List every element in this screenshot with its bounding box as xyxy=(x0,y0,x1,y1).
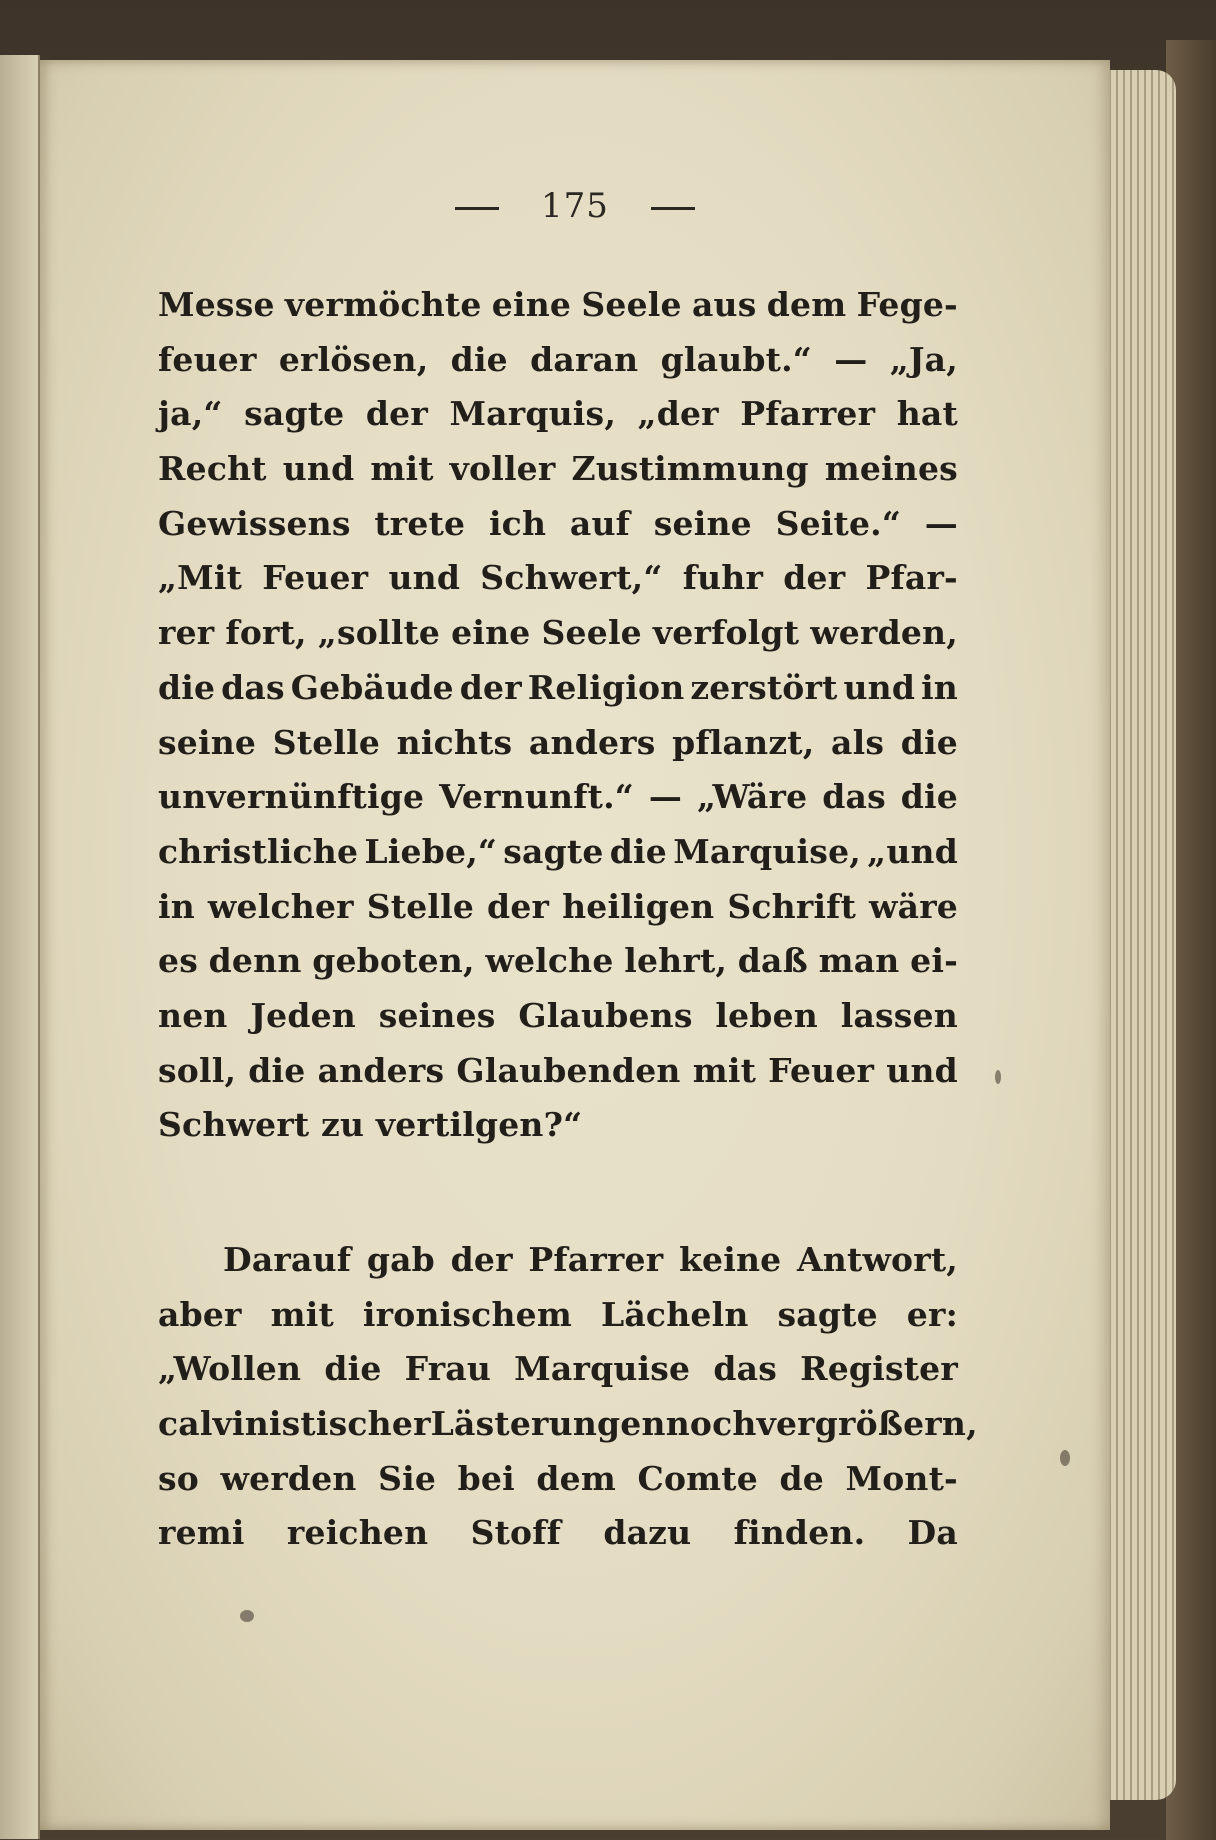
word: der xyxy=(365,394,428,434)
word: Marquise xyxy=(514,1349,691,1389)
word: der xyxy=(487,886,550,926)
word: aus xyxy=(691,285,757,324)
word: Frau xyxy=(404,1349,492,1389)
word: Da xyxy=(907,1513,958,1553)
word: finden. xyxy=(733,1513,866,1553)
word: und xyxy=(282,449,355,489)
word: die xyxy=(900,722,958,762)
word: als xyxy=(831,722,885,762)
page-header xyxy=(40,186,1110,226)
page-number: 175 xyxy=(541,186,609,226)
word: Fege- xyxy=(856,285,958,324)
paper-spot xyxy=(240,1610,254,1622)
word: der xyxy=(783,558,846,598)
word: denn xyxy=(208,941,302,981)
text-line xyxy=(158,825,958,880)
word: Jeden xyxy=(250,995,356,1035)
word: „und xyxy=(867,831,958,871)
word: geboten, xyxy=(312,941,475,981)
word: und xyxy=(388,558,461,598)
word: die xyxy=(248,1050,306,1090)
word: Stelle xyxy=(272,722,381,762)
word: Comte xyxy=(637,1458,758,1498)
word: wäre xyxy=(869,886,958,926)
word: lehrt, xyxy=(624,941,728,981)
paper-spot xyxy=(1060,1450,1070,1466)
word: auf xyxy=(569,503,631,543)
header-dash-right xyxy=(651,207,695,210)
text-line xyxy=(158,387,958,442)
word: Glaubenden xyxy=(456,1050,681,1090)
word: „Wollen xyxy=(158,1349,302,1389)
word: Seele xyxy=(581,285,682,324)
text-line xyxy=(158,770,958,825)
word: Marquise, xyxy=(673,831,861,871)
word: Recht xyxy=(158,449,267,489)
paragraph-2 xyxy=(158,1233,978,1561)
word: zerstört xyxy=(690,667,838,707)
text-line xyxy=(158,551,958,606)
word: Pfar- xyxy=(865,558,958,598)
word: das xyxy=(822,777,886,817)
word: Stoff xyxy=(470,1513,562,1553)
text-line xyxy=(158,278,958,333)
word: Schrift xyxy=(727,886,857,926)
word: gab xyxy=(366,1240,435,1279)
word: in xyxy=(158,886,195,926)
word: Feuer xyxy=(262,558,369,598)
word: Pfarrer xyxy=(528,1240,664,1279)
text-line xyxy=(158,1452,958,1507)
word: sagte xyxy=(244,394,345,434)
word: seine xyxy=(653,503,752,543)
text-line xyxy=(158,989,958,1044)
paper-spot xyxy=(995,1070,1001,1084)
paragraph-1 xyxy=(158,278,958,1153)
word: seines xyxy=(378,995,496,1035)
word: sagte xyxy=(503,831,604,871)
word: Gebäude xyxy=(290,667,454,707)
word: das xyxy=(221,667,285,707)
word: Sie xyxy=(378,1458,437,1498)
book-page xyxy=(40,60,1110,1830)
word: Feuer xyxy=(768,1050,875,1090)
text-line xyxy=(158,333,958,388)
word: — xyxy=(834,339,868,379)
word: Marquis, xyxy=(449,394,617,434)
word: sagte xyxy=(777,1294,878,1334)
word: welche xyxy=(485,941,614,981)
word: Seele xyxy=(541,613,642,653)
word: Darauf xyxy=(223,1240,352,1279)
word: Mont- xyxy=(845,1458,958,1498)
word: welcher xyxy=(207,886,354,926)
word: so xyxy=(158,1458,199,1498)
paragraph-gap xyxy=(158,1153,958,1233)
word: ja,“ xyxy=(158,394,223,434)
word: vermöchte xyxy=(284,285,482,324)
word: lassen xyxy=(840,995,958,1035)
word: mit xyxy=(270,1294,334,1334)
word: anders xyxy=(528,722,656,762)
text-line xyxy=(158,716,958,771)
word: und xyxy=(886,1050,958,1090)
text-line xyxy=(158,880,958,935)
word: Zustimmung xyxy=(571,449,809,489)
word: — xyxy=(648,777,683,817)
word: keine xyxy=(678,1240,782,1279)
word: „der xyxy=(637,394,719,434)
word: leben xyxy=(715,995,818,1035)
word: de xyxy=(779,1458,824,1498)
text-line xyxy=(158,442,958,497)
word: Religion xyxy=(527,667,685,707)
word: anders xyxy=(317,1050,445,1090)
word: trete xyxy=(374,503,466,543)
word: Lächeln xyxy=(600,1294,749,1334)
word: verfolgt xyxy=(652,613,800,653)
facing-page-edge xyxy=(0,55,40,1839)
word: meines xyxy=(824,449,958,489)
word: dazu xyxy=(603,1513,692,1553)
word: nichts xyxy=(396,722,513,762)
word: fuhr xyxy=(682,558,764,598)
word: „sollte xyxy=(317,613,441,653)
word: — xyxy=(924,503,958,543)
word: pflanzt, xyxy=(672,722,815,762)
word: Stelle xyxy=(366,886,475,926)
word: Seite.“ xyxy=(775,503,902,543)
word: die xyxy=(900,777,958,817)
word: das xyxy=(713,1349,777,1389)
word: ironischem xyxy=(362,1294,572,1334)
word: Liebe,“ xyxy=(364,831,498,871)
word: eine xyxy=(491,285,572,324)
word: daß xyxy=(737,941,808,981)
text-line xyxy=(158,497,958,552)
word: Antwort, xyxy=(797,1240,958,1279)
word: es xyxy=(158,941,198,981)
word: eine xyxy=(451,613,531,653)
text-line xyxy=(158,606,958,661)
word: „Wäre xyxy=(696,777,808,817)
word: der xyxy=(450,1240,513,1279)
word: in xyxy=(921,667,958,707)
word: vergrößern, xyxy=(756,1404,978,1444)
text-line xyxy=(158,661,958,716)
header-dash-left xyxy=(455,207,499,210)
word: die xyxy=(609,831,667,871)
word: „Mit xyxy=(158,558,243,598)
word: daran xyxy=(530,339,639,379)
word: Messe xyxy=(158,285,275,324)
word: reichen xyxy=(286,1513,429,1553)
word: Glaubens xyxy=(518,995,693,1035)
word: Pfarrer xyxy=(740,394,876,434)
word: „Ja, xyxy=(889,339,958,379)
word: soll, xyxy=(158,1050,237,1090)
word: calvinistischer xyxy=(158,1404,431,1444)
word: fort, xyxy=(225,613,307,653)
text-line: Schwert zu vertilgen?“ xyxy=(158,1105,583,1145)
text-line xyxy=(158,934,958,989)
word: ich xyxy=(488,503,547,543)
word: dem xyxy=(766,285,847,324)
word: christliche xyxy=(158,831,359,871)
word: Gewissens xyxy=(158,503,351,543)
word: heiligen xyxy=(562,886,715,926)
word: werden, xyxy=(810,613,958,653)
text-line xyxy=(158,1397,978,1452)
text-line xyxy=(158,1342,958,1397)
word: Lästerungen xyxy=(430,1404,666,1444)
word: mit xyxy=(692,1050,757,1090)
word: glaubt.“ xyxy=(660,339,812,379)
word: hat xyxy=(896,394,958,434)
word: Vernunft.“ xyxy=(439,777,634,817)
text-line xyxy=(158,1288,958,1343)
text-line xyxy=(158,1233,958,1288)
word: remi xyxy=(158,1513,245,1553)
word: der xyxy=(459,667,522,707)
word: dem xyxy=(536,1458,616,1498)
word: bei xyxy=(457,1458,515,1498)
text-line xyxy=(158,1044,958,1099)
text-line xyxy=(158,1506,958,1561)
word: rer xyxy=(158,613,215,653)
word: die xyxy=(324,1349,382,1389)
word: ei- xyxy=(910,941,958,981)
word: er: xyxy=(906,1294,958,1334)
word: werden xyxy=(220,1458,357,1498)
word: noch xyxy=(665,1404,757,1444)
word: und xyxy=(843,667,916,707)
word: seine xyxy=(158,722,257,762)
word: erlösen, xyxy=(278,339,429,379)
word: feuer xyxy=(158,339,257,379)
word: die xyxy=(158,667,216,707)
word: Register xyxy=(800,1349,958,1389)
word: die xyxy=(450,339,508,379)
body-text xyxy=(158,278,978,1561)
word: mit xyxy=(370,449,434,489)
word: unvernünftige xyxy=(158,777,425,817)
word: man xyxy=(818,941,900,981)
word: Schwert,“ xyxy=(480,558,663,598)
word: aber xyxy=(158,1294,242,1334)
word: nen xyxy=(158,995,228,1035)
word: voller xyxy=(449,449,556,489)
